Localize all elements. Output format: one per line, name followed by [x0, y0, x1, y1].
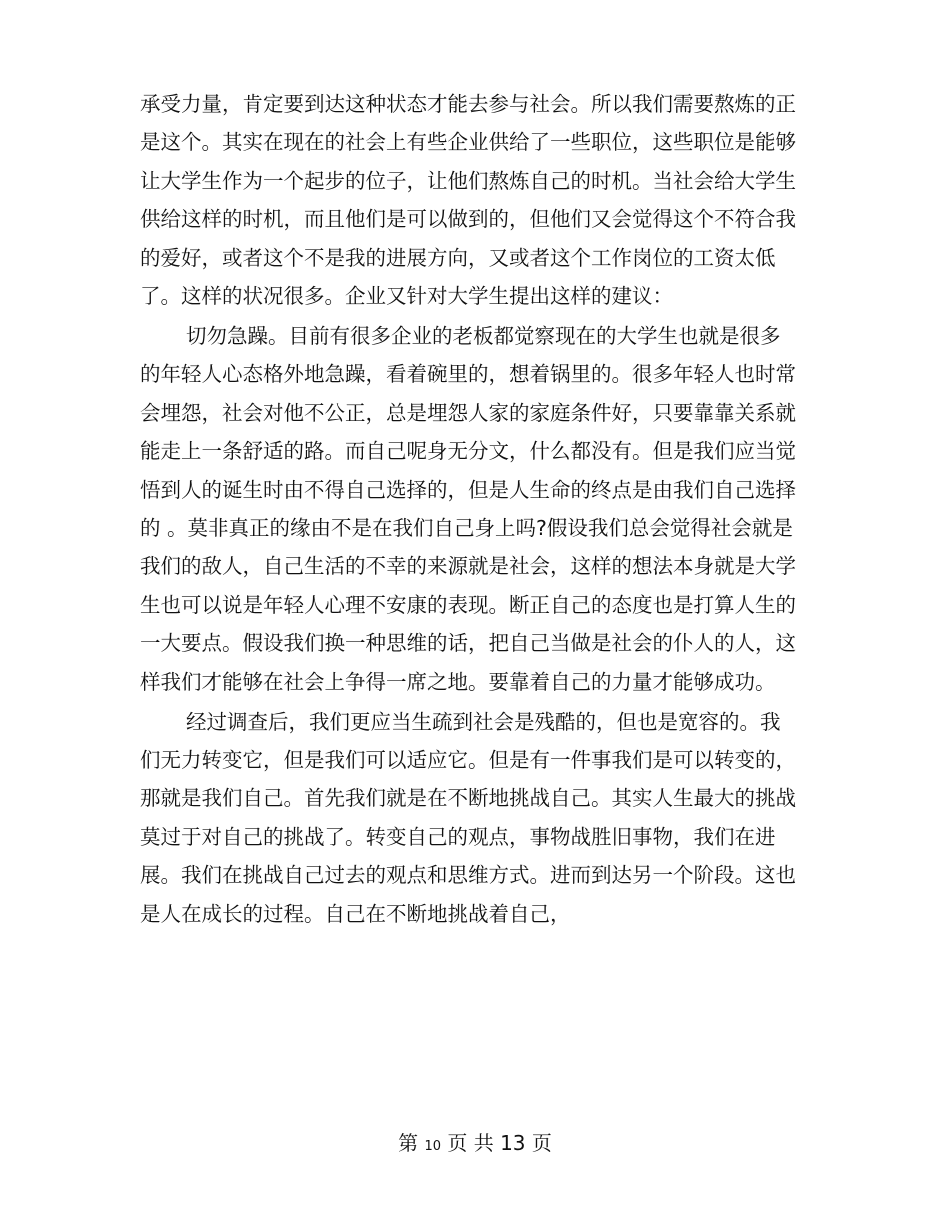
total-pages: 13	[500, 1131, 526, 1155]
page-number: 10	[424, 1139, 441, 1154]
footer-prefix: 第	[398, 1131, 425, 1155]
document-body	[140, 85, 800, 933]
paragraph-2: 切勿急躁。目前有很多企业的老板都觉察现在的大学生也就是很多的年轻人心态格外地急躁，看着碗里的，想着锅里的。很多年轻人也时常会埋怨，社会对他不公正，总是埋怨人家的家庭条件好，只要靠靠关系就能走上一条舒适的路。而自己呢身无分文，什么都没有。但是我们应当觉悟到人的诞生时由不得自己选择的，但是人生命的终点是由我们自己选择的 。莫非真正的缘由不是在我们自己身上吗?假设我们总会觉得社会就是我们的敌人，自己生活的不幸的来源就是社会，这样的想法本身就是大学生也可以说是年轻人心理不安康的表现。断正自己的态度也是打算人生的一大要点。假设我们换一种思维的话，把自己当做是社会的仆人的人，这样我们才能够在社会上争得一席之地。要靠着自己的力量才能够成功。	[140, 323, 796, 694]
page-footer	[0, 1127, 950, 1163]
paragraph-3: 经过调查后，我们更应当生疏到社会是残酷的，但也是宽容的。我们无力转变它，但是我们可以适应它。但是有一件事我们是可以转变的，那就是我们自己。首先我们就是在不断地挑战自己。其实人生最大的挑战莫过于对自己的挑战了。转变自己的观点，事物战胜旧事物，我们在进展。我们在挑战自己过去的观点和思维方式。进而到达另一个阶段。这也是人在成长的过程。自己在不断地挑战着自己，	[140, 709, 796, 926]
footer-middle: 页 共	[441, 1131, 501, 1155]
footer-suffix: 页	[525, 1131, 552, 1155]
paragraph-1: 承受力量，肯定要到达这种状态才能去参与社会。所以我们需要熬炼的正是这个。其实在现在的社会上有些企业供给了一些职位，这些职位是能够让大学生作为一个起步的位子，让他们熬炼自己的时机。当社会给大学生供给这样的时机，而且他们是可以做到的，但他们又会觉得这个不符合我的爱好，或者这个不是我的进展方向，又或者这个工作岗位的工资太低了。这样的状况很多。企业又针对大学生提出这样的建议：	[140, 92, 796, 309]
